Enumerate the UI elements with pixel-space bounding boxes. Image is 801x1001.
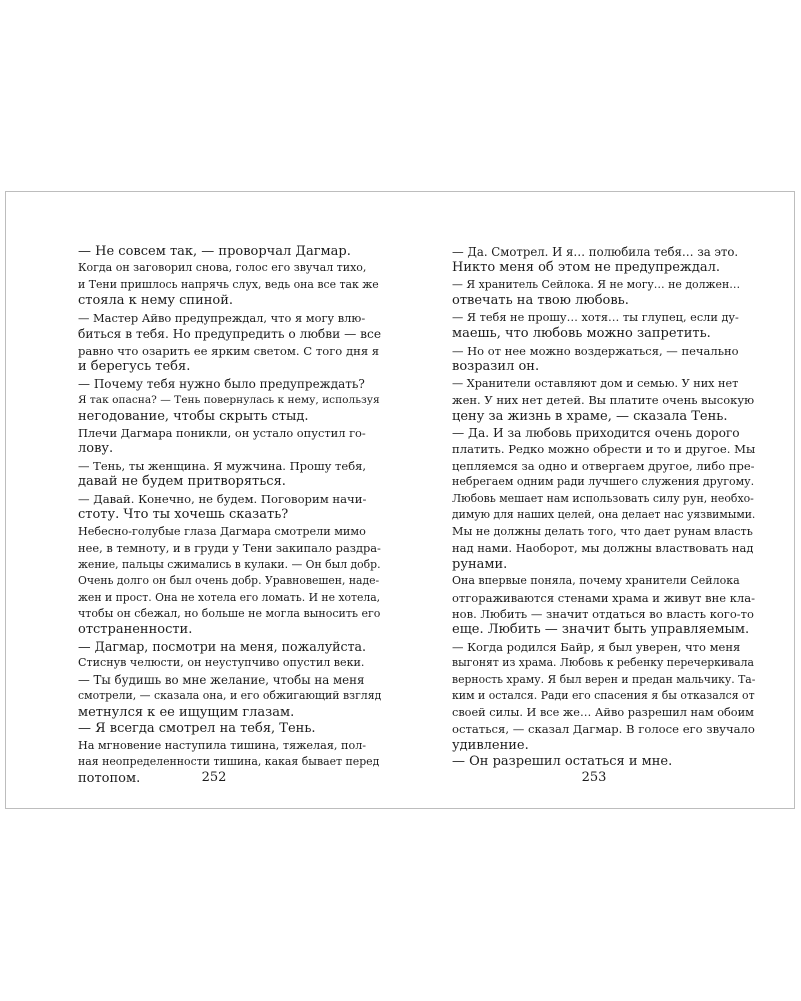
paragraph (437, 343, 755, 376)
right-page-number: 253 (581, 770, 607, 785)
text-line: стояла к нему спиной. (78, 293, 234, 309)
text-line: еще. Любить — значит быть управляемым. (452, 622, 750, 638)
text-line: маешь, что любовь можно запретить. (452, 326, 711, 342)
text-line: удивление. (452, 737, 529, 753)
text-line: и берегусь тебя. (78, 359, 191, 375)
text-line: чтобы он сбежал, но больше не могла выносить его (78, 606, 381, 620)
text-line: Очень долго он был очень добр. Уравновешен, наде- (78, 574, 380, 588)
text-line: На мгновение наступила тишина, тяжелая, пол- (78, 738, 367, 752)
text-line: димую для наших целей, она делает нас уязвимыми. (452, 508, 756, 522)
text-line: — Хранители оставляют дом и семью. У них нет (452, 376, 739, 390)
text-line: Стиснув челюсти, он неуступчиво опустил веки. (78, 656, 365, 670)
text-line: стоту. Что ты хочешь сказать? (78, 507, 289, 523)
paragraph (63, 310, 381, 376)
text-line: Она впервые поняла, почему хранители Сейлока (452, 574, 740, 588)
paragraph (437, 754, 755, 770)
paragraph (437, 573, 755, 639)
text-line: — Давай. Конечно, не будем. Поговорим начи- (78, 491, 367, 506)
text-line: — Да. И за любовь приходится очень дорого (452, 425, 740, 440)
text-line: — Тень, ты женщина. Я мужчина. Прошу тебя, (78, 458, 367, 473)
right-page-text (437, 244, 755, 771)
text-line: Плечи Дагмара поникли, он устало опустил го- (78, 425, 366, 440)
text-line: Я так опасна? — Тень повернулась к нему, используя (78, 394, 380, 407)
text-line: метнулся к ее ищущим глазам. (78, 704, 295, 720)
paragraph (63, 491, 381, 524)
text-line: и Тени пришлось напрячь слух, ведь она все так же (78, 277, 379, 291)
text-line: потопом. (78, 770, 141, 786)
text-line: Когда он заговорил снова, голос его звучал тихо, (78, 261, 367, 275)
text-line: негодование, чтобы скрыть стыд. (78, 408, 309, 424)
paragraph (63, 672, 381, 721)
left-page-number: 252 (201, 770, 227, 785)
text-line: Небесно-голубые глаза Дагмара смотрели мимо (78, 524, 366, 538)
text-line: рунами. (452, 556, 508, 572)
paragraph (437, 277, 755, 310)
text-line: — Я всегда смотрел на тебя, Тень. (78, 721, 316, 737)
text-line: Никто меня об этом не предупреждал. (452, 260, 721, 276)
paragraph (437, 425, 755, 573)
text-line: выгонят из храма. Любовь к ребенку перечеркивала (452, 656, 754, 670)
book-spread (5, 191, 795, 809)
text-line: возразил он. (452, 359, 540, 375)
text-line: платить. Редко можно обрести и то и другое. Мы (452, 442, 756, 457)
text-line: — Я хранитель Сейлока. Я не могу… не должен… (452, 277, 741, 291)
text-line: отвечать на твою любовь. (452, 293, 629, 309)
text-line: верность храму. Я был верен и предан мальчику. Та- (452, 672, 756, 686)
text-line: нее, в темноту, и в груди у Тени закипало раздра- (78, 541, 381, 556)
text-line: ная неопределенности тишина, какая бывает перед (78, 755, 380, 769)
text-line: своей силы. И все же… Айво разрешил нам обоим (452, 705, 754, 719)
paragraph (63, 244, 381, 260)
text-line: — Я тебя не прошу… хотя… ты глупец, если ду- (452, 310, 739, 324)
text-line: Мы не должны делать того, что дает рунам власть (452, 524, 753, 538)
text-line: давай не будем притворяться. (78, 474, 286, 490)
paragraph (63, 721, 381, 737)
paragraph (63, 260, 381, 309)
paragraph (437, 376, 755, 425)
text-line: биться в тебя. Но предупредить о любви — все (78, 327, 382, 342)
text-line: отстраненности. (78, 622, 193, 638)
text-line: ким и остался. Ради его спасения я бы отказался от (452, 689, 755, 703)
text-line: цепляемся за одно и отвергаем другое, либо пре- (452, 458, 755, 473)
paragraph (63, 425, 381, 458)
text-line: нов. Любить — значит отдаться во власть кого-то (452, 606, 754, 621)
text-line: смотрели, — сказала она, и его обжигающий взгляд (78, 689, 382, 703)
paragraph (437, 639, 755, 754)
text-line: жение, пальцы сжимались в кулаки. — Он был добр. (78, 557, 381, 571)
left-page-text (63, 244, 381, 787)
paragraph (63, 524, 381, 639)
text-line: цену за жизнь в храме, — сказала Тень. (452, 408, 728, 424)
text-line: — Да. Смотрел. И я… полюбила тебя… за это. (452, 245, 739, 259)
text-line: лову. (78, 441, 114, 457)
paragraph (437, 244, 755, 277)
text-line: равно что озарить ее ярким светом. С того дня я (78, 343, 380, 358)
text-line: Любовь мешает нам использовать силу рун, необхо- (452, 491, 754, 505)
text-line: — Он разрешил остаться и мне. (452, 754, 673, 770)
text-line: — Не совсем так, — проворчал Дагмар. (78, 244, 351, 259)
text-line: — Мастер Айво предупреждал, что я могу влю- (78, 310, 366, 325)
paragraph (63, 458, 381, 491)
text-line: остаться, — сказал Дагмар. В голосе его звучало (452, 722, 755, 737)
text-line: небрегаем одним ради лучшего служения другому. (452, 475, 755, 489)
text-line: — Ты будишь во мне желание, чтобы на меня (78, 672, 365, 687)
paragraph (63, 655, 381, 671)
text-line: отгораживаются стенами храма и живут вне кла- (452, 590, 755, 605)
text-line: — Когда родился Байр, я был уверен, что меня (452, 639, 741, 654)
paragraph (63, 376, 381, 425)
paragraph (63, 639, 381, 655)
text-line: — Но от нее можно воздержаться, — печально (452, 343, 739, 358)
paragraph (437, 310, 755, 343)
text-line: над нами. Наоборот, мы должны властвовать над (452, 541, 754, 556)
text-line: — Дагмар, посмотри на меня, пожалуйста. (78, 638, 367, 654)
text-line: жен и прост. Она не хотела его ломать. И не хотела, (78, 590, 381, 604)
text-line: — Почему тебя нужно было предупреждать? (78, 376, 365, 391)
text-line: жен. У них нет детей. Вы платите очень высокую (452, 393, 755, 408)
